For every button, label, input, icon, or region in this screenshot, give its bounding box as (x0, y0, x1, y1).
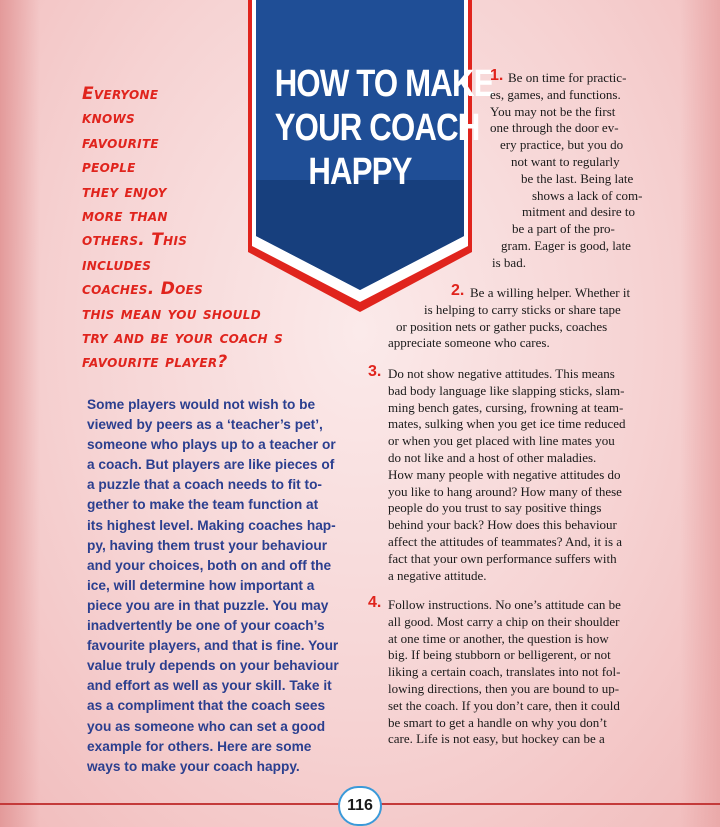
tip-line: How many people with negative attitudes do (388, 466, 621, 482)
body-line: its highest level. Making coaches hap- (87, 517, 336, 533)
tip-line: mitment and desire to (522, 204, 636, 220)
tip-line: mates, sulking when you get ice time reduced (388, 416, 626, 432)
body-line: example for others. Here are some (87, 738, 312, 754)
tip-line: You may not be the first (490, 103, 616, 119)
tip-line: be the last. Being late (521, 170, 634, 186)
tip-line: behind your back? How does this behaviour (388, 517, 617, 533)
body-line: you as someone who can set a good (87, 718, 326, 734)
tip-line: or position nets or gather pucks, coaches (396, 318, 608, 334)
tip-number: 3. (368, 363, 382, 380)
intro-line: includes (82, 254, 152, 275)
tip-line: fact that your own performance suffers with (388, 550, 617, 566)
intro-line: Everyone (82, 84, 159, 104)
intro-line: knows (82, 108, 135, 129)
banner-title (274, 62, 494, 194)
body-line: and your choices, both on and off the (87, 557, 332, 573)
banner-blue-shade (256, 180, 464, 290)
body-line: value truly depends on your behaviour (87, 658, 339, 674)
tip-line: appreciate someone who cares. (388, 335, 550, 351)
intro-line: favourite player? (82, 352, 228, 373)
tip-line: Do not show negative attitudes. This means (388, 366, 615, 381)
tip-line: ming bench gates, cursing, frowning at team- (388, 399, 624, 415)
body-line: ice, will determine how important a (87, 577, 315, 593)
banner-title-line: HAPPY (308, 151, 412, 193)
tip-line: lowing directions, then you are bound to up- (388, 681, 620, 696)
body-line: inadvertently be one of your coach’s (87, 618, 325, 634)
intro-line: more than (82, 206, 168, 227)
tip-line: is bad. (492, 254, 526, 270)
tip-line: people do you trust to say positive things (388, 500, 602, 516)
intro-line: try and be your coach s (82, 328, 284, 349)
tip-line: shows a lack of com- (532, 187, 643, 203)
body-line: py, having them trust your behaviour (87, 537, 328, 553)
body-line: gether to make the team function at (87, 497, 319, 513)
tip-line: big. If being stubborn or belligerent, or not (388, 647, 611, 663)
body-line: a coach. But players are like pieces of (87, 457, 335, 473)
intro-line: this mean you should (82, 303, 262, 324)
body-line: Some players would not wish to be (87, 397, 316, 412)
tip-line: you like to hang around? How many of these (388, 483, 622, 499)
banner-title-line: YOUR COACH (274, 107, 480, 149)
tip-line: or when you get placed with line mates you (388, 433, 615, 449)
body-line: ways to make your coach happy. (87, 758, 300, 774)
tip-number: 2. (451, 282, 465, 299)
intro-line: favourite (82, 132, 159, 153)
body-line: favourite players, and that is fine. Your (87, 638, 339, 654)
tip-line: bad body language like slapping sticks, slam- (388, 382, 625, 398)
body-line: and effort as well as your skill. Take it (87, 678, 332, 694)
body-paragraph (87, 395, 357, 777)
banner-title-line: HOW TO MAKE (274, 63, 494, 105)
right-edge-shade (680, 0, 720, 827)
tip-number: 4. (368, 594, 382, 611)
tip-line: Follow instructions. No one’s attitude can be (388, 597, 621, 612)
body-line: viewed by peers as a ‘teacher’s pet’, (87, 417, 323, 433)
intro-handwritten (82, 82, 282, 375)
tip-line: a negative attitude. (388, 567, 487, 583)
tip-line: is helping to carry sticks or share tape (424, 301, 621, 317)
left-edge-shade (0, 0, 40, 827)
tip-number: 1. (490, 67, 504, 84)
tip-line: Be on time for practic- (508, 70, 627, 85)
body-line: someone who plays up to a teacher or (87, 437, 336, 453)
tip-line: all good. Most carry a chip on their shoulder (388, 613, 620, 629)
intro-line: people (82, 157, 136, 178)
tip-line: liking a certain coach, translates into not fol- (388, 664, 621, 680)
tip-line: care. Life is not easy, but hockey can be a (388, 731, 605, 747)
tip-line: es, games, and functions. (490, 86, 621, 102)
body-line: a puzzle that a coach needs to fit to- (87, 477, 322, 493)
tip-line: set the coach. If you don’t care, then it could (388, 697, 620, 713)
tip-line: affect the attitudes of teammates? And, it is a (388, 534, 623, 549)
intro-line: others. This (82, 230, 188, 251)
tip-line: be a part of the pro- (512, 221, 615, 237)
page-number: 116 (338, 786, 382, 826)
tip-line: one through the door ev- (490, 120, 619, 136)
tip-line: do not like and a host of other maladies. (388, 450, 597, 465)
tip-line: not want to regularly (511, 154, 620, 169)
body-line: as a compliment that the coach sees (87, 698, 326, 714)
tip-line: be smart to get a handle on why you don’t (388, 714, 607, 730)
tip-line: ery practice, but you do (500, 137, 624, 153)
tip-line: at one time or another, the question is how (388, 630, 609, 646)
tip-line: Be a willing helper. Whether it (470, 285, 631, 300)
tip-line: gram. Eager is good, late (501, 238, 631, 253)
intro-line: coaches. Does (82, 279, 204, 300)
body-line: piece you are in that puzzle. You may (87, 597, 329, 613)
intro-line: they enjoy (82, 181, 167, 202)
